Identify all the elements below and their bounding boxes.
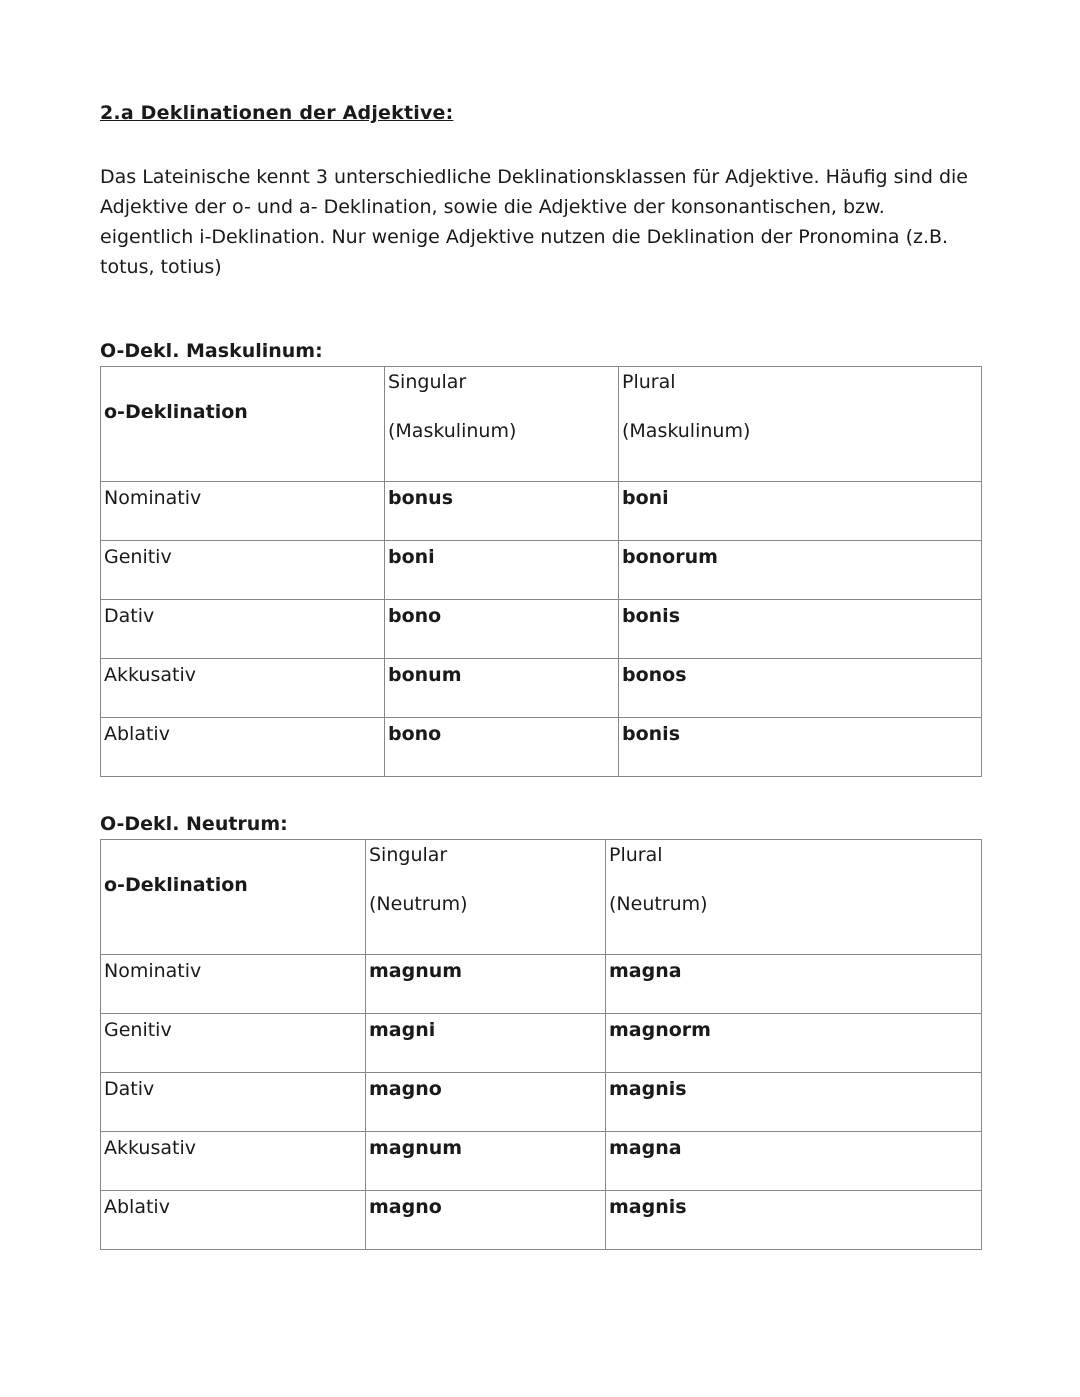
table-row	[101, 482, 982, 541]
singular-form: magni	[369, 1019, 436, 1041]
table-row	[101, 541, 982, 600]
header-cell-plural: Plural (Neutrum)	[606, 840, 982, 955]
plural-form: magnis	[609, 1196, 687, 1218]
plural-form: boni	[622, 487, 669, 509]
case-name: Nominativ	[104, 960, 202, 982]
plural-form: magnorm	[609, 1019, 711, 1041]
table-header-row	[101, 367, 982, 482]
case-name: Akkusativ	[104, 664, 196, 686]
header-cell-label: o-Deklination	[101, 840, 366, 955]
header-cell-singular: Singular (Neutrum)	[366, 840, 606, 955]
plural-form: magnis	[609, 1078, 687, 1100]
singular-form: bono	[388, 605, 442, 627]
singular-form: magno	[369, 1196, 442, 1218]
singular-form: magnum	[369, 1137, 463, 1159]
section-title-neutrum: O-Dekl. Neutrum:	[100, 813, 288, 835]
declension-table-maskulinum	[100, 366, 982, 777]
page-title: 2.a Deklinationen der Adjektive:	[100, 102, 454, 124]
singular-form: bonus	[388, 487, 454, 509]
singular-form: bonum	[388, 664, 462, 686]
case-name: Ablativ	[104, 1196, 170, 1218]
table-row	[101, 600, 982, 659]
header-cell-plural: Plural (Maskulinum)	[619, 367, 982, 482]
plural-form: magna	[609, 960, 682, 982]
table-row	[101, 1014, 982, 1073]
case-name: Nominativ	[104, 487, 202, 509]
singular-form: bono	[388, 723, 442, 745]
section-title-maskulinum: O-Dekl. Maskulinum:	[100, 340, 323, 362]
case-name: Akkusativ	[104, 1137, 196, 1159]
intro-paragraph: Das Lateinische kennt 3 unterschiedliche Deklinationsklassen für Adjektive. Häufig sind die Adjektive der o- und a- Deklination, sowie die Adjektive der konsonantischen, bzw. eigentlich i-Deklination. Nur wenige Adjektive nutzen die Deklination der Pronomina (z.B. totus, totius)	[100, 166, 968, 278]
case-name: Dativ	[104, 1078, 155, 1100]
case-name: Dativ	[104, 605, 155, 627]
header-cell-singular: Singular (Maskulinum)	[385, 367, 619, 482]
table-row	[101, 659, 982, 718]
table-row	[101, 955, 982, 1014]
plural-form: bonis	[622, 605, 681, 627]
case-name: Ablativ	[104, 723, 170, 745]
case-name: Genitiv	[104, 546, 172, 568]
table-row	[101, 1191, 982, 1250]
plural-form: bonos	[622, 664, 687, 686]
table-header-row	[101, 840, 982, 955]
table-row	[101, 1073, 982, 1132]
table-row	[101, 1132, 982, 1191]
singular-form: magnum	[369, 960, 463, 982]
table-row	[101, 718, 982, 777]
plural-form: bonorum	[622, 546, 718, 568]
header-cell-label: o-Deklination	[101, 367, 385, 482]
singular-form: magno	[369, 1078, 442, 1100]
plural-form: magna	[609, 1137, 682, 1159]
declension-table-neutrum	[100, 839, 982, 1250]
case-name: Genitiv	[104, 1019, 172, 1041]
plural-form: bonis	[622, 723, 681, 745]
singular-form: boni	[388, 546, 435, 568]
